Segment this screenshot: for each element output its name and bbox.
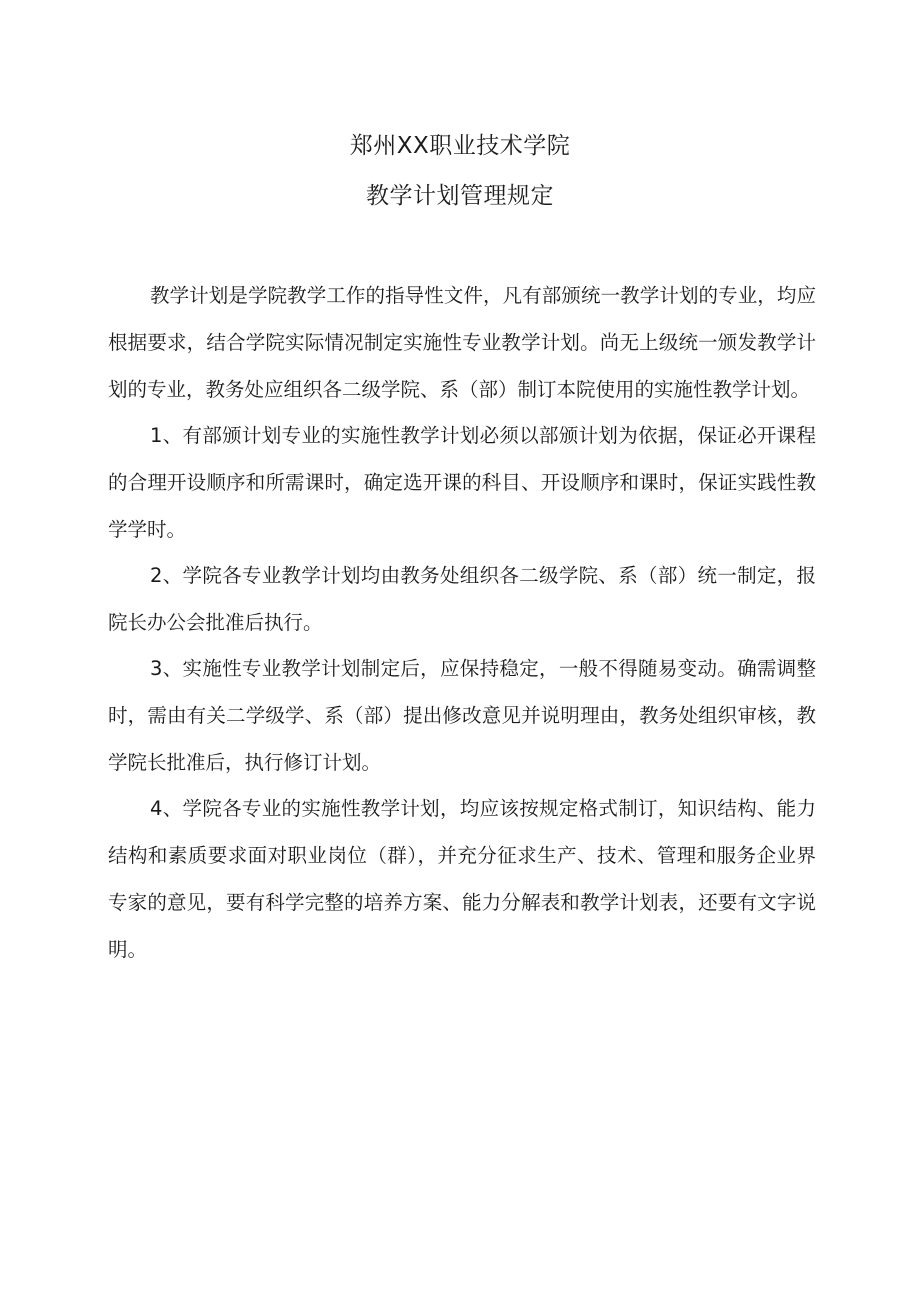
clause-3-paragraph: 3、实施性专业教学计划制定后，应保持稳定，一般不得随易变动。确需调整时，需由有关二学级学、系（部）提出修改意见并说明理由，教务处组织审核，教学院长批准后，执行修订计划。 <box>108 657 816 774</box>
document-title-regulation: 教学计划管理规定 <box>366 183 554 209</box>
document-body <box>108 272 816 972</box>
document-title-institution: 郑州XX职业技术学院 <box>349 133 571 159</box>
clause-2-paragraph: 2、学院各专业教学计划均由教务处组织各二级学院、系（部）统一制定，报院长办公会批准后执行。 <box>108 564 816 634</box>
intro-paragraph: 教学计划是学院教学工作的指导性文件，凡有部颁统一教学计划的专业，均应根据要求，结合学院实际情况制定实施性专业教学计划。尚无上级统一颁发教学计划的专业，教务处应组织各二级学院、系（部）制订本院使用的实施性教学计划。 <box>108 284 816 401</box>
clause-4-paragraph: 4、学院各专业的实施性教学计划，均应该按规定格式制订，知识结构、能力结构和素质要求面对职业岗位（群），并充分征求生产、技术、管理和服务企业界专家的意见，要有科学完整的培养方案、能力分解表和教学计划表，还要有文字说明。 <box>108 797 816 961</box>
clause-1-paragraph: 1、有部颁计划专业的实施性教学计划必须以部颁计划为依据，保证必开课程的合理开设顺序和所需课时，确定选开课的科目、开设顺序和课时，保证实践性教学学时。 <box>108 424 816 541</box>
